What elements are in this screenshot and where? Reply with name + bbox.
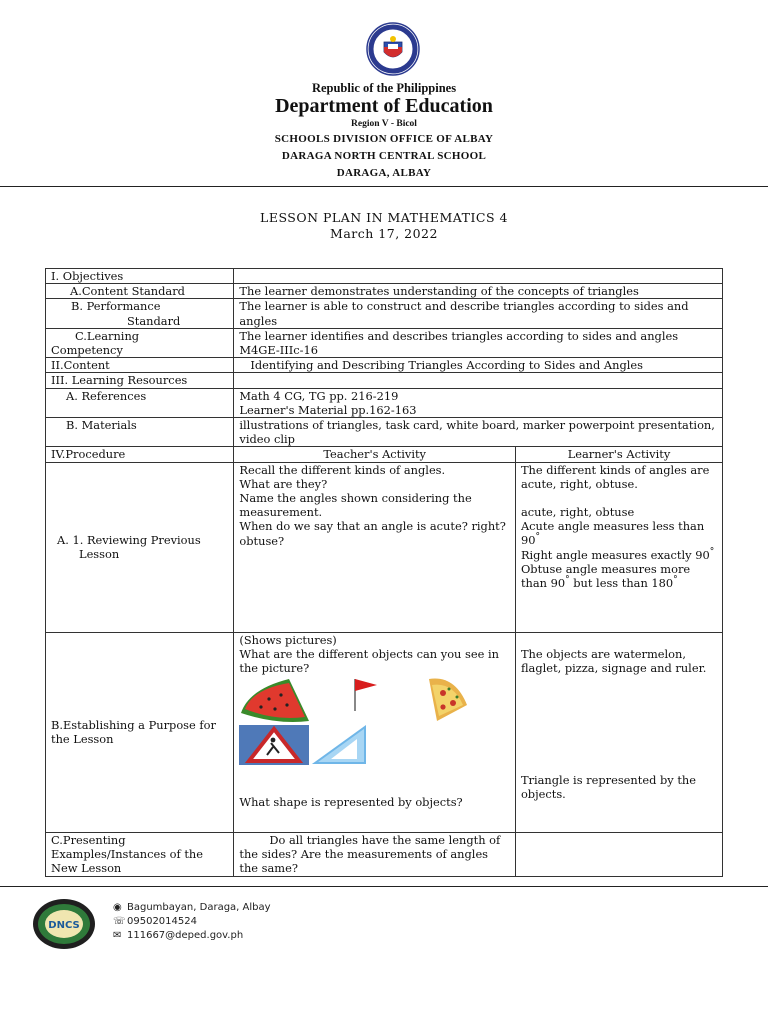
republic-text: Republic of the Philippines — [311, 81, 457, 95]
table-row — [46, 284, 723, 299]
lesson-plan-title: LESSON PLAN IN MATHEMATICS 4 — [260, 210, 508, 225]
purpose-learner-line: The objects are watermelon, flaglet, pizza, signage and ruler. — [520, 646, 707, 675]
table-row — [46, 328, 723, 357]
references-value-2: Learner's Material pp.162-163 — [239, 402, 417, 417]
review-learner-line: The different kinds of angles are acute, right, obtuse. — [520, 462, 710, 491]
pizza-image — [429, 679, 467, 721]
watermelon-image — [241, 679, 309, 722]
review-learner-line: acute, right, obtuse — [520, 505, 635, 520]
objects-illustration — [239, 675, 509, 787]
purpose-learner-line: Triangle is represented by the objects. — [520, 773, 696, 802]
department-title: Department of Education — [275, 95, 493, 117]
table-row — [46, 299, 723, 328]
table-row — [46, 358, 723, 373]
materials-value: illustrations of triangles, task card, white board, marker powerpoint presentation, video clip — [234, 418, 723, 447]
footer-address: Bagumbayan, Daraga, Albay — [127, 902, 271, 913]
review-teacher-line: When do we say that an angle is acute? right? obtuse? — [239, 519, 506, 548]
email-icon: ✉ — [113, 930, 122, 941]
review-learner-line: but less than 180 — [569, 576, 674, 591]
table-row — [46, 373, 723, 388]
lesson-date: March 17, 2022 — [330, 226, 438, 241]
purpose-teacher-line: What shape is represented by objects? — [239, 795, 463, 810]
header-divider — [0, 186, 768, 187]
performance-value: The learner is able to construct and describe triangles according to sides and angles — [234, 299, 723, 328]
purpose-teacher-line: What are the different objects can you see in the picture? — [239, 646, 499, 676]
objects-pictures — [239, 675, 510, 787]
content-label: II.Content — [46, 358, 234, 373]
learner-activity-header: Learner's Activity — [515, 447, 722, 462]
school-name: DARAGA NORTH CENTRAL SCHOOL — [281, 150, 487, 162]
table-row — [46, 462, 723, 632]
degree-symbol: ° — [709, 546, 715, 557]
ruler-image — [315, 727, 365, 763]
presenting-label: C.Presenting Examples/Instances of the New Lesson — [46, 832, 234, 876]
materials-label: B. Materials — [46, 418, 234, 447]
phone-icon: ☏ — [113, 916, 126, 927]
table-row — [46, 269, 723, 284]
review-learner-line: Obtuse angle measures more than 90 — [520, 561, 691, 591]
table-row — [46, 418, 723, 447]
content-standard-value: The learner demonstrates understanding of the concepts of triangles — [234, 284, 723, 299]
lesson-plan-table — [45, 268, 723, 877]
degree-symbol: ° — [535, 532, 540, 543]
table-row — [46, 388, 723, 417]
school-location: DARAGA, ALBAY — [336, 167, 432, 179]
footer-phone: 09502014524 — [127, 916, 197, 927]
references-label: A. References — [46, 388, 234, 417]
competency-value: The learner identifies and describes triangles according to sides and angles M4GE-IIIc-16 — [234, 328, 723, 357]
content-value: Identifying and Describing Triangles According to Sides and Angles — [234, 358, 723, 373]
degree-symbol: ° — [673, 575, 678, 586]
table-row — [46, 832, 723, 876]
objectives-label: I. Objectives — [46, 269, 234, 284]
location-pin-icon: ◉ — [113, 902, 122, 913]
review-learner-line: Acute angle measures less than 90 — [520, 519, 705, 548]
deped-seal — [366, 22, 420, 76]
presenting-teacher: Do all triangles have the same length of the sides? Are the measurements of angles the same? — [234, 832, 516, 876]
review-learner-line: Right angle measures exactly 90 — [520, 547, 710, 562]
flaglet-image — [355, 679, 377, 711]
review-label-2: Lesson — [79, 547, 120, 562]
school-logo-text: DNCS — [48, 920, 80, 931]
review-teacher-line: What are they? — [239, 476, 328, 491]
division-text: SCHOOLS DIVISION OFFICE OF ALBAY — [274, 133, 494, 145]
degree-symbol: ° — [565, 575, 570, 586]
review-teacher-line: Recall the different kinds of angles. — [239, 462, 446, 477]
table-row — [46, 447, 723, 462]
review-label: A. 1. Reviewing Previous — [57, 532, 201, 547]
competency-label: C.Learning — [75, 328, 140, 343]
footer-divider — [0, 886, 768, 887]
school-logo — [32, 898, 96, 950]
competency-label-2: Competency — [51, 343, 123, 358]
performance-label: B. Performance — [71, 299, 161, 314]
teacher-activity-header: Teacher's Activity — [234, 447, 516, 462]
content-standard-label: A.Content Standard — [46, 284, 234, 299]
review-teacher-line: Name the angles shown considering the measurement. — [239, 491, 472, 520]
region-text: Region V - Bicol — [351, 119, 417, 129]
performance-label-2: Standard — [127, 313, 181, 328]
procedure-label: IV.Procedure — [46, 447, 234, 462]
purpose-label: B.Establishing a Purpose for the Lesson — [46, 632, 234, 832]
footer-email: 111667@deped.gov.ph — [127, 930, 244, 941]
references-value-1: Math 4 CG, TG pp. 216-219 — [239, 388, 399, 403]
table-row — [46, 632, 723, 832]
resources-label: III. Learning Resources — [46, 373, 234, 388]
purpose-teacher-line: (Shows pictures) — [239, 632, 337, 647]
signage-image — [239, 725, 309, 765]
